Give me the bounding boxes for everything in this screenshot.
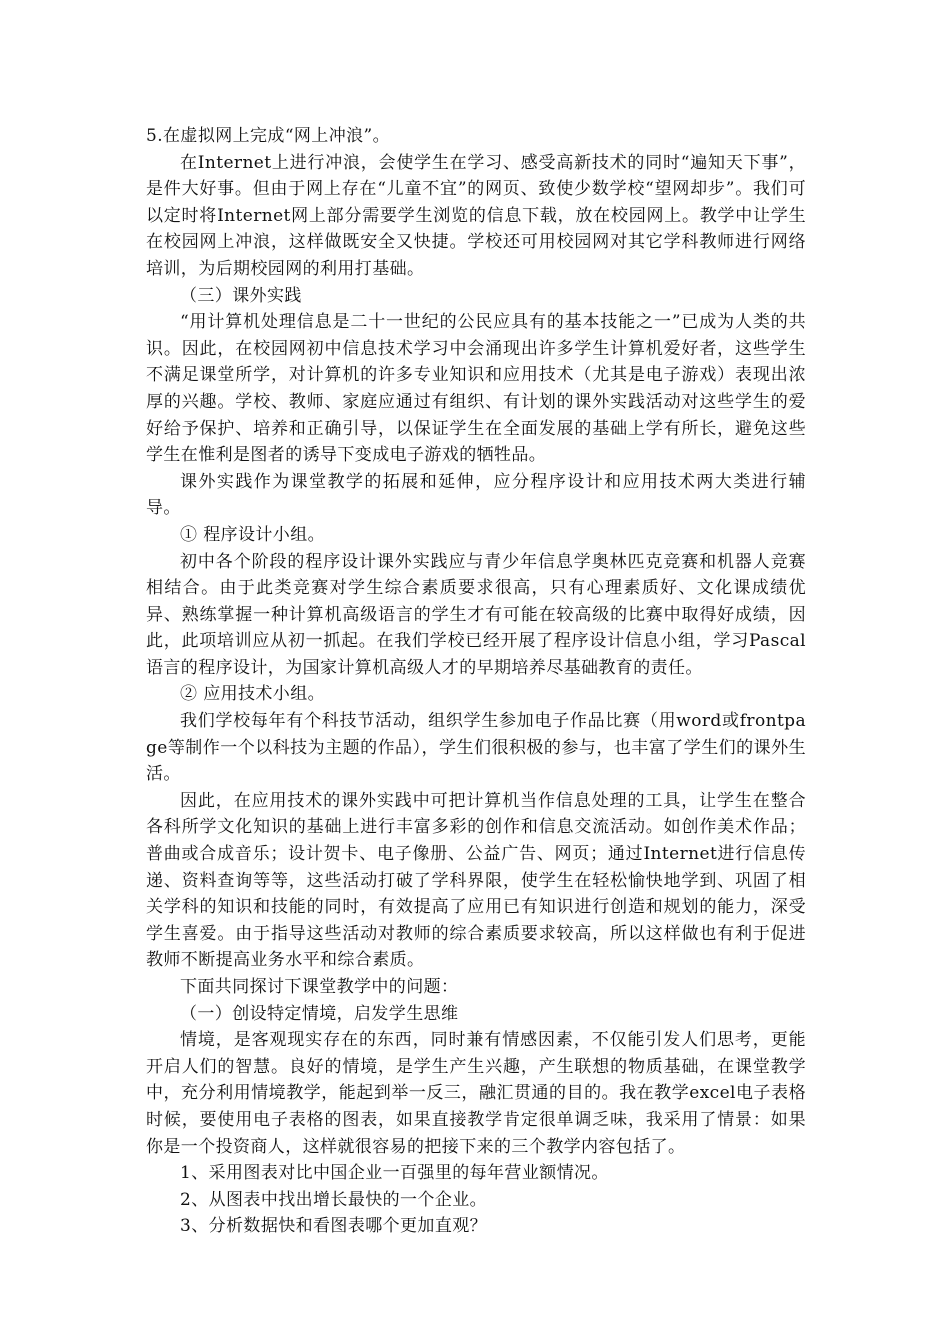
body-paragraph: 情境，是客观现实存在的东西，同时兼有情感因素，不仅能引发人们思考，更能开启人们的智慧。良好的情境，是学生产生兴趣，产生联想的物质基础，在课堂教学中，充分利用情境教学，能起到举一反三，融汇贯通的目的。我在教学excel电子表格时候，要使用电子表格的图表，如果直接教学肯定很单调乏味，我采用了情景：如果你是一个投资商人，这样就很容易的把接下来的三个教学内容包括了。	[146, 1030, 806, 1157]
section-heading: （一）创设特定情境，启发学生思维	[180, 1003, 459, 1024]
section-heading: （三）课外实践	[180, 285, 302, 306]
body-paragraph: 下面共同探讨下课堂教学中的问题：	[180, 977, 459, 997]
body-paragraph: “用计算机处理信息是二十一世纪的公民应具有的基本技能之一”已成为人类的共识。因此，在校园网初中信息技术学习中会涌现出许多学生计算机爱好者，这些学生不满足课堂所学，对计算机的许多专业知识和应用技术（尤其是电子游戏）表现出浓厚的兴趣。学校、教师、家庭应通过有组织、有计划的课外实践活动对这些学生的爱好给予保护、培养和正确引导，以保证学生在全面发展的基础上学有所长，避免这些学生在惟利是图者的诱导下变成电子游戏的牺牲品。	[146, 312, 806, 466]
list-item-heading: 5.在虚拟网上完成“网上冲浪”。	[146, 126, 391, 146]
list-item: 3、分析数据快和看图表哪个更加直观？	[180, 1216, 488, 1237]
body-paragraph: 初中各个阶段的程序设计课外实践应与青少年信息学奥林匹克竞赛和机器人竞赛相结合。由于此类竞赛对学生综合素质要求很高，只有心理素质好、文化课成绩优异、熟练掌握一种计算机高级语言的学生才有可能在较高级的比赛中取得好成绩，因此，此项培训应从初一抓起。在我们学校已经开展了程序设计信息小组，学习Pascal语言的程序设计，为国家计算机高级人才的早期培养尽基础教育的责任。	[146, 551, 806, 678]
list-item: 1、采用图表对比中国企业一百强里的每年营业额情况。	[180, 1163, 609, 1184]
body-paragraph: 因此，在应用技术的课外实践中可把计算机当作信息处理的工具，让学生在整合各科所学文化知识的基础上进行丰富多彩的创作和信息交流活动。如创作美术作品；普曲或合成音乐；设计贺卡、电子像册、公益广告、网页；通过Internet进行信息传递、资料查询等等，这些活动打破了学科界限，使学生在轻松愉快地学到、巩固了相关学科的知识和技能的同时，有效提高了应用已有知识进行创造和规划的能力，深受学生喜爱。由于指导这些活动对教师的综合素质要求较高，所以这样做也有利于促进教师不断提高业务水平和综合素质。	[146, 790, 806, 971]
list-item: 2、从图表中找出增长最快的一个企业。	[180, 1189, 488, 1210]
body-paragraph: 我们学校每年有个科技节活动，组织学生参加电子作品比赛（用word或frontpage等制作一个以科技为主题的作品），学生们很积极的参与，也丰富了学生们的课外生活。	[146, 711, 806, 785]
document-body	[146, 123, 806, 1240]
body-paragraph: 课外实践作为课堂教学的拓展和延伸，应分程序设计和应用技术两大类进行辅导。	[146, 471, 806, 519]
subsection-heading: ② 应用技术小组。	[180, 684, 326, 705]
subsection-heading: ① 程序设计小组。	[180, 524, 326, 545]
body-paragraph: 在Internet上进行冲浪，会使学生在学习、感受高新技术的同时“遍知天下事”，是件大好事。但由于网上存在“儿童不宜”的网页、致使少数学校“望网却步”。我们可以定时将Internet网上部分需要学生浏览的信息下载，放在校园网上。教学中让学生在校园网上冲浪，这样做既安全又快捷。学校还可用校园网对其它学科教师进行网络培训，为后期校园网的利用打基础。	[146, 152, 806, 279]
